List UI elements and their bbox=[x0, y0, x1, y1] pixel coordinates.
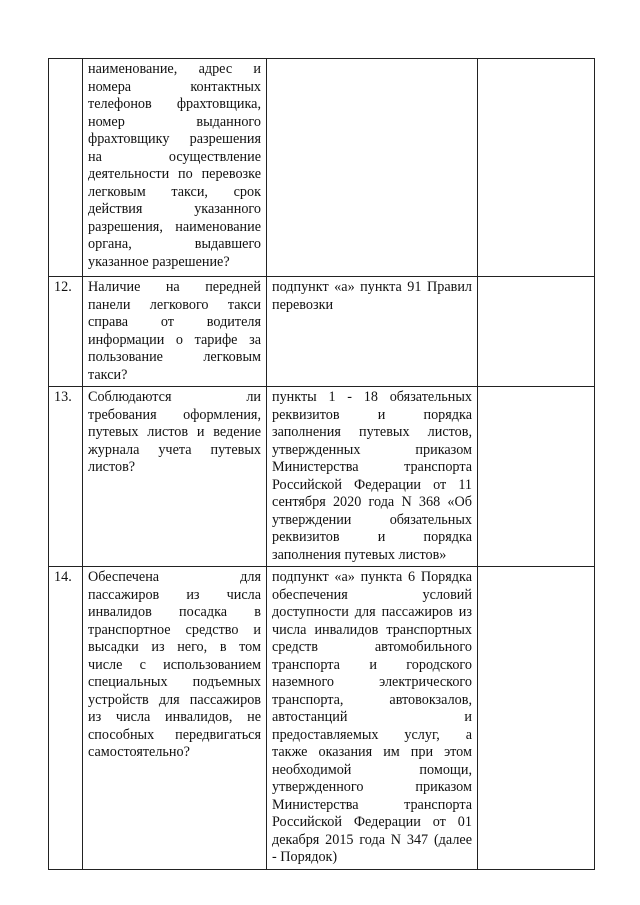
row-number-cell bbox=[49, 59, 83, 277]
empty-cell bbox=[478, 567, 595, 870]
question-line: указанное разрешение? bbox=[88, 253, 230, 270]
reference-line: средств автомобильного bbox=[272, 639, 472, 655]
reference-line: подпункт «а» пункта 6 Порядка bbox=[272, 569, 472, 585]
reference-line: Министерства транспорта bbox=[272, 796, 472, 813]
reference-line: доступности для пассажиров из bbox=[272, 604, 472, 620]
reference-line: утвержденного приказом bbox=[272, 779, 472, 795]
reference-cell bbox=[267, 59, 478, 277]
question-cell bbox=[83, 59, 267, 277]
question-line: такси? bbox=[88, 366, 128, 383]
reference-line: сентября 2020 года N 368 «Об bbox=[272, 494, 472, 510]
question-line: способных передвигаться bbox=[88, 726, 261, 743]
question-line: справа от водителя bbox=[88, 314, 261, 330]
reference-line: необходимой помощи, bbox=[272, 761, 472, 778]
reference-line: числа инвалидов транспортных bbox=[272, 621, 472, 638]
empty-cell bbox=[478, 277, 595, 387]
question-cell bbox=[83, 277, 267, 387]
empty-cell bbox=[478, 387, 595, 567]
row-number-cell bbox=[49, 277, 83, 387]
reference-line: обеспечения условий bbox=[272, 586, 472, 603]
question-line: транспортное средство и bbox=[88, 621, 261, 638]
question-line: информации о тарифе за bbox=[88, 331, 261, 348]
question-line: из числа инвалидов, не bbox=[88, 709, 261, 725]
question-line: наименование, адрес и bbox=[88, 61, 261, 77]
question-cell bbox=[83, 387, 267, 567]
question-line: действия указанного bbox=[88, 201, 261, 217]
table-row bbox=[49, 277, 595, 387]
reference-cell bbox=[267, 567, 478, 870]
reference-line: утвержденных приказом bbox=[272, 441, 472, 458]
reference-line: реквизитов и порядка bbox=[272, 529, 472, 545]
question-line: путевых листов и ведение bbox=[88, 424, 261, 440]
reference-line: транспорта, автовокзалов, bbox=[272, 691, 472, 708]
question-line: специальных подъемных bbox=[88, 674, 261, 690]
reference-line: пункты 1 - 18 обязательных bbox=[272, 389, 472, 405]
question-line: панели легкового такси bbox=[88, 296, 261, 313]
question-line: деятельности по перевозке bbox=[88, 166, 261, 182]
reference-line: наземного электрического bbox=[272, 674, 472, 690]
reference-line: Министерства транспорта bbox=[272, 459, 472, 475]
reference-line: Российской Федерации от 01 bbox=[272, 814, 472, 830]
question-line: числе с использованием bbox=[88, 656, 261, 673]
reference-line: перевозки bbox=[272, 296, 334, 313]
question-line: разрешения, наименование bbox=[88, 218, 261, 235]
reference-line: декабря 2015 года N 347 (далее bbox=[272, 831, 472, 848]
table-row bbox=[49, 59, 595, 277]
question-line: требования оформления, bbox=[88, 406, 261, 423]
reference-line: реквизитов и порядка bbox=[272, 406, 472, 423]
question-line: пассажиров из числа bbox=[88, 586, 261, 603]
question-line: Соблюдаются ли bbox=[88, 389, 261, 405]
question-line: Наличие на передней bbox=[88, 279, 261, 295]
question-line: фрахтовщику разрешения bbox=[88, 131, 261, 147]
reference-line: утверждении обязательных bbox=[272, 511, 472, 528]
question-line: номер выданного bbox=[88, 113, 261, 130]
reference-line: автостанций и bbox=[272, 709, 472, 725]
reference-line: - Порядок) bbox=[272, 849, 338, 865]
question-line: телефонов фрахтовщика, bbox=[88, 96, 261, 112]
reference-cell bbox=[267, 387, 478, 567]
question-line: устройств для пассажиров bbox=[88, 691, 261, 708]
question-line: органа, выдавшего bbox=[88, 236, 261, 252]
reference-cell bbox=[267, 277, 478, 387]
reference-line: Российской Федерации от 11 bbox=[272, 476, 472, 493]
question-line: высадки из него, в том bbox=[88, 639, 261, 655]
question-line: самостоятельно? bbox=[88, 744, 190, 760]
table-row bbox=[49, 387, 595, 567]
question-line: легковым такси, срок bbox=[88, 183, 261, 200]
row-number: 12. bbox=[54, 279, 72, 295]
row-number: 14. bbox=[54, 569, 72, 585]
table-body bbox=[49, 59, 595, 870]
question-cell bbox=[83, 567, 267, 870]
reference-line: подпункт «а» пункта 91 Правил bbox=[272, 279, 472, 295]
question-line: журнала учета путевых bbox=[88, 441, 261, 458]
reference-line: заполнения путевых листов, bbox=[272, 424, 472, 440]
table-row bbox=[49, 567, 595, 870]
reference-line: предоставляемых услуг, а bbox=[272, 726, 472, 743]
reference-line: также оказания им при этом bbox=[272, 744, 472, 760]
empty-cell bbox=[478, 59, 595, 277]
question-line: на осуществление bbox=[88, 148, 261, 165]
row-number-cell bbox=[49, 387, 83, 567]
reference-line: транспорта и городского bbox=[272, 656, 472, 673]
question-line: номера контактных bbox=[88, 78, 261, 95]
row-number: 13. bbox=[54, 389, 72, 405]
question-line: листов? bbox=[88, 459, 136, 475]
question-line: Обеспечена для bbox=[88, 569, 261, 585]
requirements-table bbox=[48, 58, 595, 870]
question-line: инвалидов посадка в bbox=[88, 604, 261, 620]
reference-line: заполнения путевых листов» bbox=[272, 546, 447, 563]
row-number-cell bbox=[49, 567, 83, 870]
question-line: пользование легковым bbox=[88, 349, 261, 365]
